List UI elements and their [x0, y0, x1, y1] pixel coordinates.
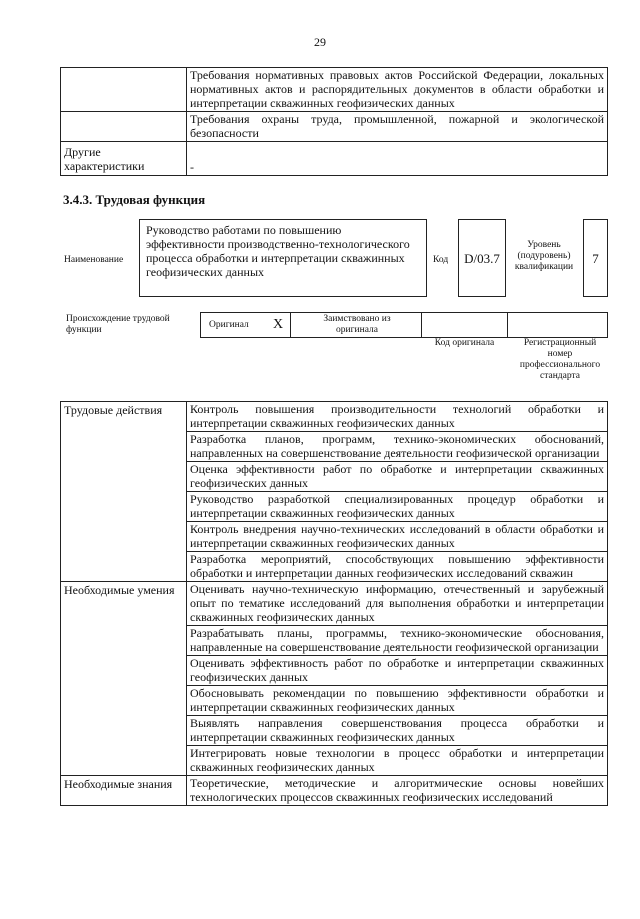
other-characteristics-label: Другие характеристики — [61, 142, 187, 176]
empty-label-cell — [61, 68, 187, 112]
code-value: D/03.7 — [464, 251, 500, 266]
code-original-caption: Код оригинала — [434, 338, 495, 348]
requirements-table — [60, 67, 608, 176]
reg-number-box — [507, 312, 608, 338]
table-row — [61, 68, 608, 112]
requirement-text: Требования охраны труда, промышленной, пожарной и экологической безопасности — [187, 112, 608, 142]
section-title: 3.4.3. Трудовая функция — [63, 192, 206, 207]
labor-action-item: Контроль внедрения научно-технических исследований в области обработки и интерпретации скважинных геофизических данных — [187, 522, 608, 552]
empty-label-cell — [61, 112, 187, 142]
skill-item: Оценивать эффективность работ по обработке и интерпретации скважинных геофизических данных — [187, 656, 608, 686]
code-box — [458, 219, 506, 297]
level-box — [583, 219, 608, 297]
labor-actions-label: Трудовые действия — [61, 402, 187, 582]
table-row — [61, 402, 608, 432]
required-knowledge-label: Необходимые знания — [61, 776, 187, 806]
function-name-box — [139, 219, 427, 297]
other-characteristics-value: - — [187, 142, 608, 176]
labor-action-item: Руководство разработкой специализированных процедур обработки и интерпретации скважинных геофизических данных — [187, 492, 608, 522]
borrowed-box — [290, 312, 422, 338]
labor-action-item: Контроль повышения производительности технологий обработки и интерпретации скважинных геофизических данных — [187, 402, 608, 432]
requirement-text: Требования нормативных правовых актов Российской Федерации, локальных нормативных актов и распорядительных документов в области обработки и интерпретации скважинных геофизических данных — [187, 68, 608, 112]
required-skills-label: Необходимые умения — [61, 582, 187, 776]
original-box — [200, 312, 291, 338]
labor-action-item: Разработка планов, программ, технико-экономических обоснований, направленных на совершенствование деятельности геофизической организации — [187, 432, 608, 462]
original-label: Оригинал — [209, 320, 249, 330]
reg-number-caption: Регистрационный номер профессионального стандарта — [519, 338, 601, 381]
code-label: Код — [433, 255, 449, 265]
labor-function-table — [60, 401, 608, 806]
skill-item: Интегрировать новые технологии в процесс обработки и интерпретации скважинных геофизических данных — [187, 746, 608, 776]
table-row — [61, 142, 608, 176]
skill-item: Обосновывать рекомендации по повышению эффективности обработки и интерпретации скважинных геофизических данных — [187, 686, 608, 716]
function-name: Руководство работами по повышению эффективности производственно-технологического процесса обработки и интерпретации скважинных геофизических данных — [146, 223, 410, 279]
skill-item: Оценивать научно-техническую информацию, отечественный и зарубежный опыт по тематике исследований для выполнения обработки и интерпретации скважинных геофизических данных — [187, 582, 608, 626]
name-label: Наименование — [64, 255, 124, 265]
code-original-box — [421, 312, 508, 338]
skill-item: Разрабатывать планы, программы, технико-экономические обоснования, направленные на совершенствование деятельности геофизической организации — [187, 626, 608, 656]
original-mark: X — [273, 317, 284, 332]
table-row — [61, 776, 608, 806]
table-row — [61, 582, 608, 626]
level-label: Уровень (подуровень) квалификации — [514, 240, 574, 272]
labor-action-item: Оценка эффективности работ по обработке и интерпретации скважинных геофизических данных — [187, 462, 608, 492]
skill-item: Выявлять направления совершенствования процесса обработки и интерпретации скважинных геофизических данных — [187, 716, 608, 746]
table-row — [61, 112, 608, 142]
knowledge-item: Теоретические, методические и алгоритмические основы новейших технологических процессов скважинных геофизических исследований — [187, 776, 608, 806]
labor-action-item: Разработка мероприятий, способствующих повышению эффективности обработки и интерпретации данных геофизических исследований скважин — [187, 552, 608, 582]
level-value: 7 — [592, 251, 599, 266]
origin-label: Происхождение трудовой функции — [66, 314, 170, 335]
page-number: 29 — [314, 35, 326, 49]
borrowed-label: Заимствовано из оригинала — [323, 314, 391, 335]
